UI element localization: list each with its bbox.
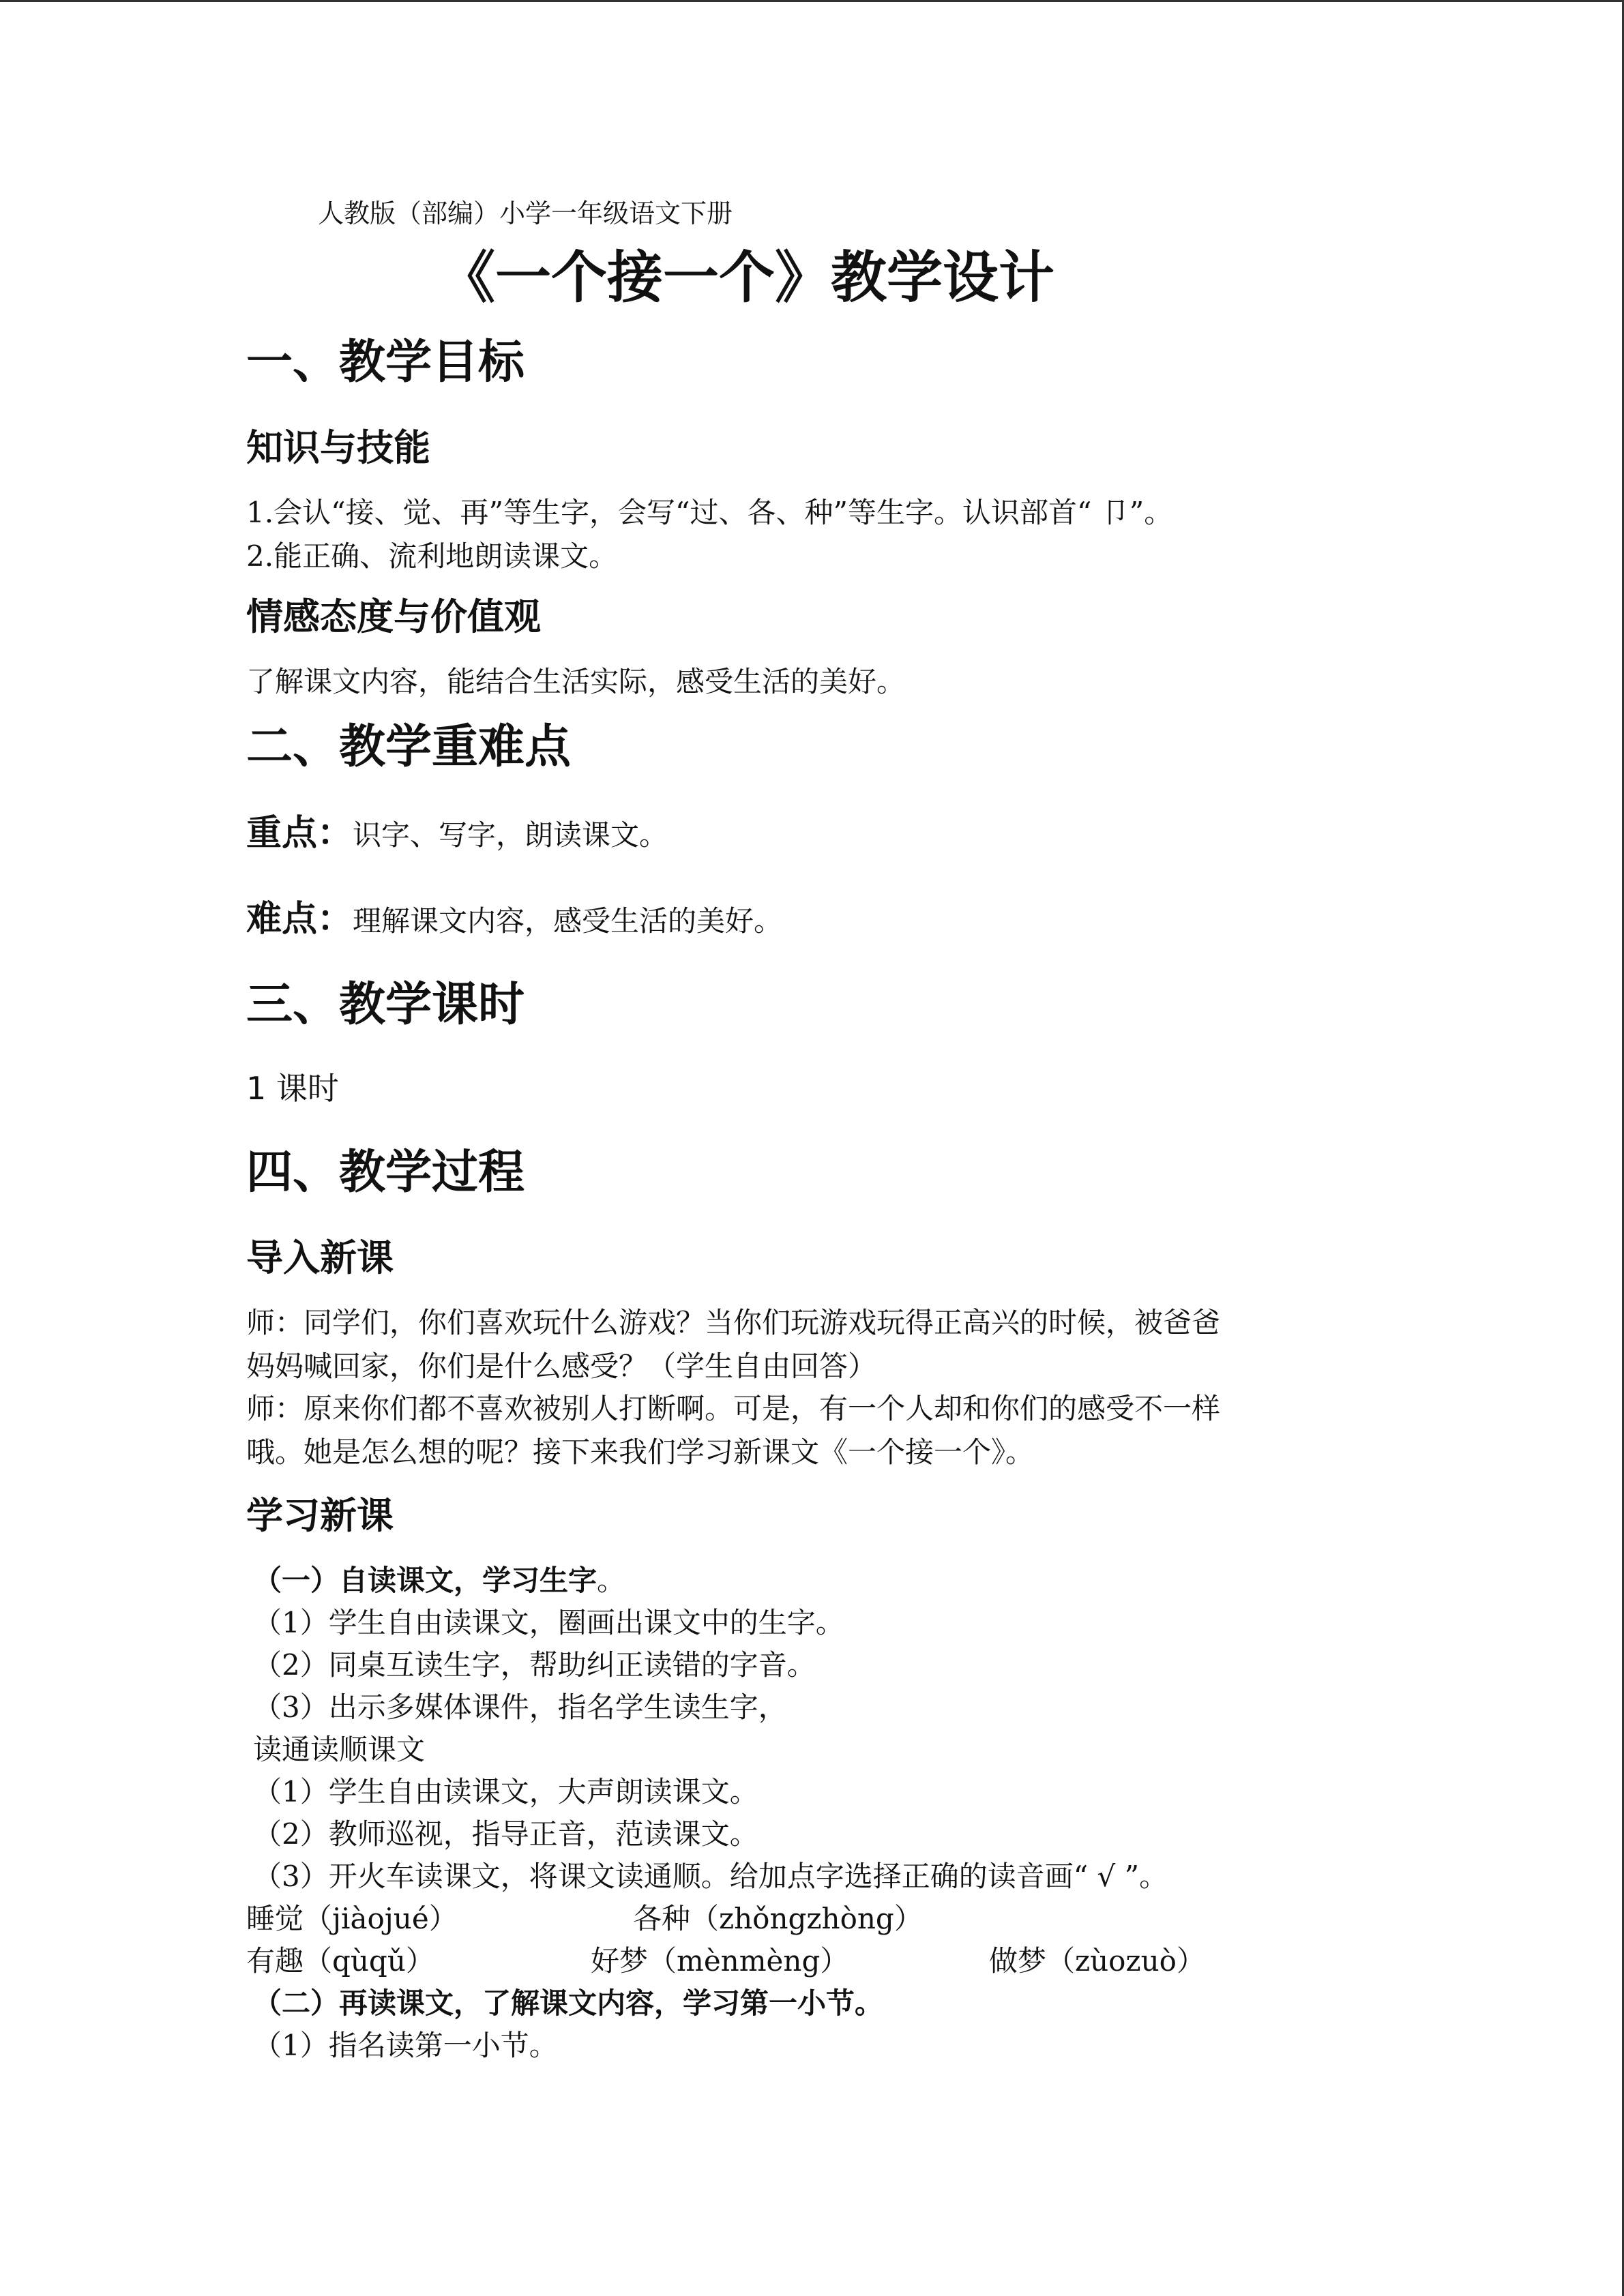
section-heading-objectives: 一、教学目标: [246, 335, 525, 389]
subheading-knowledge-skills: 知识与技能: [246, 426, 430, 469]
class-hours-text: 1 课时: [246, 1070, 339, 1107]
difficulty-row: [246, 899, 782, 940]
part-one-heading: [253, 1564, 625, 1597]
difficulty-label: 难点：: [246, 898, 353, 940]
learn-line-5: （1）学生自由读课文，大声朗读课文。: [253, 1775, 758, 1808]
learn-line-7: （3）开火车读课文，将课文读通顺。给加点字选择正确的读音画“ √ ”。: [253, 1860, 1168, 1893]
learn-line-6: （2）教师巡视，指导正音，范读课文。: [253, 1817, 758, 1851]
pinyin-item-interesting: 有趣（qùqǔ）: [246, 1944, 434, 1978]
intro-line-4: 哦。她是怎么想的呢？接下来我们学习新课文《一个接一个》。: [246, 1435, 1035, 1469]
subheading-intro: 导入新课: [246, 1236, 394, 1279]
key-point-label: 重点：: [246, 812, 353, 854]
pinyin-item-good-dream: 好梦（mènmèng）: [591, 1944, 849, 1978]
part-two-heading: [253, 1987, 883, 2020]
document-title: 《一个接一个》教学设计: [439, 245, 1055, 310]
subheading-learn: 学习新课: [246, 1494, 394, 1537]
pinyin-item-dreaming: 做梦（zùozuò）: [989, 1944, 1205, 1978]
part-one-heading-tail: 。: [597, 1564, 626, 1597]
pinyin-item-kinds: 各种（zhǒngzhòng）: [633, 1902, 923, 1935]
intro-line-3: 师：原来你们都不喜欢被别人打断啊。可是，有一个人却和你们的感受不一样: [246, 1392, 1221, 1425]
key-point-text: 识字、写字，朗读课文。: [353, 818, 668, 852]
last-line: （1）指名读第一小节。: [253, 2029, 558, 2062]
difficulty-text: 理解课文内容，感受生活的美好。: [353, 904, 783, 938]
part-two-heading-bold: （二）再读课文，了解课文内容，学习第一小节。: [253, 1986, 884, 2020]
intro-line-1: 师：同学们，你们喜欢玩什么游戏？当你们玩游戏玩得正高兴的时候，被爸爸: [246, 1306, 1221, 1339]
key-point-row: [246, 813, 668, 854]
objective-line-2: 2.能正确、流利地朗读课文。: [246, 539, 618, 573]
emotion-line-1: 了解课文内容，能结合生活实际，感受生活的美好。: [246, 665, 906, 698]
section-heading-process: 四、教学过程: [246, 1145, 525, 1199]
learn-line-3: （3）出示多媒体课件，指名学生读生字，: [253, 1690, 787, 1724]
intro-line-2: 妈妈喊回家，你们是什么感受？（学生自由回答）: [246, 1350, 877, 1383]
learn-line-2: （2）同桌互读生字，帮助纠正读错的字音。: [253, 1648, 816, 1682]
part-one-heading-bold: （一）自读课文，学习生字: [253, 1564, 597, 1597]
objective-line-1: 1.会认“接、觉、再”等生字，会写“过、各、种”等生字。认识部首“ 卩”。: [246, 496, 1173, 529]
learn-line-4: 读通读顺课文: [253, 1733, 426, 1766]
subheading-emotion-values: 情感态度与价值观: [246, 595, 541, 638]
section-heading-key-points: 二、教学重难点: [246, 719, 572, 774]
learn-line-1: （1）学生自由读课文，圈画出课文中的生字。: [253, 1606, 844, 1639]
document-subtitle: 人教版（部编）小学一年级语文下册: [318, 198, 733, 228]
pinyin-item-sleep: 睡觉（jiàojué）: [246, 1902, 458, 1935]
section-heading-class-hours: 三、教学课时: [246, 977, 525, 1032]
